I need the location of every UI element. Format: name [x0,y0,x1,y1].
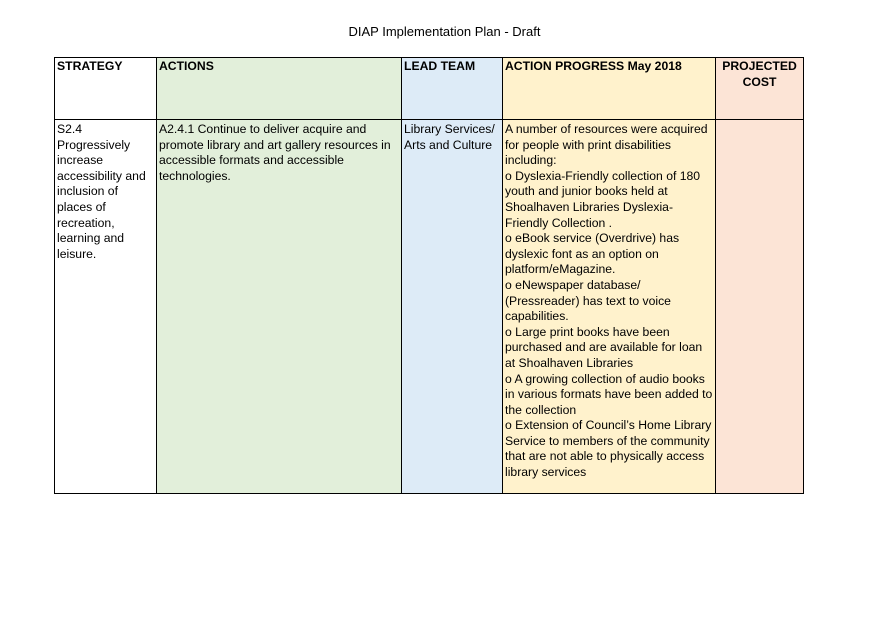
header-action-progress: ACTION PROGRESS May 2018 [503,58,716,120]
header-actions: ACTIONS [157,58,402,120]
table-row [55,120,804,494]
progress-item-2: o eBook service (Overdrive) has dyslexic font as an option on platform/eMagazine. [505,231,680,277]
document-title: DIAP Implementation Plan - Draft [348,24,541,39]
progress-item-5: o A growing collection of audio books in various formats have been added to the collection [505,371,713,417]
header-strategy: STRATEGY [55,58,157,120]
implementation-plan-table [54,57,804,494]
cell-lead-team: Library Services/ Arts and Culture [402,120,503,494]
header-projected-cost: PROJECTED COST [716,58,804,120]
cell-strategy: S2.4 Progressively increase accessibility and inclusion of places of recreation, learning and leisure. [55,120,157,494]
cell-projected-cost [716,120,804,494]
cell-action-progress [503,120,716,494]
cell-actions: A2.4.1 Continue to deliver acquire and promote library and art gallery resources in accessible formats and accessible technologies. [157,120,402,494]
table-header-row [55,58,804,120]
progress-item-1: o Dyslexia-Friendly collection of 180 youth and junior books held at Shoalhaven Libraries Dyslexia-Friendly Collection . [505,168,701,230]
progress-item-6: o Extension of Council’s Home Library Service to members of the community that are not able to physically access library services [505,418,712,480]
progress-item-3: o eNewspaper database/ (Pressreader) has text to voice capabilities. [505,277,671,324]
header-lead-team: LEAD TEAM [402,58,503,120]
progress-intro: A number of resources were acquired for people with print disabilities including: [505,122,708,168]
progress-item-4: o Large print books have been purchased and are available for loan at Shoalhaven Libraries [505,324,703,370]
